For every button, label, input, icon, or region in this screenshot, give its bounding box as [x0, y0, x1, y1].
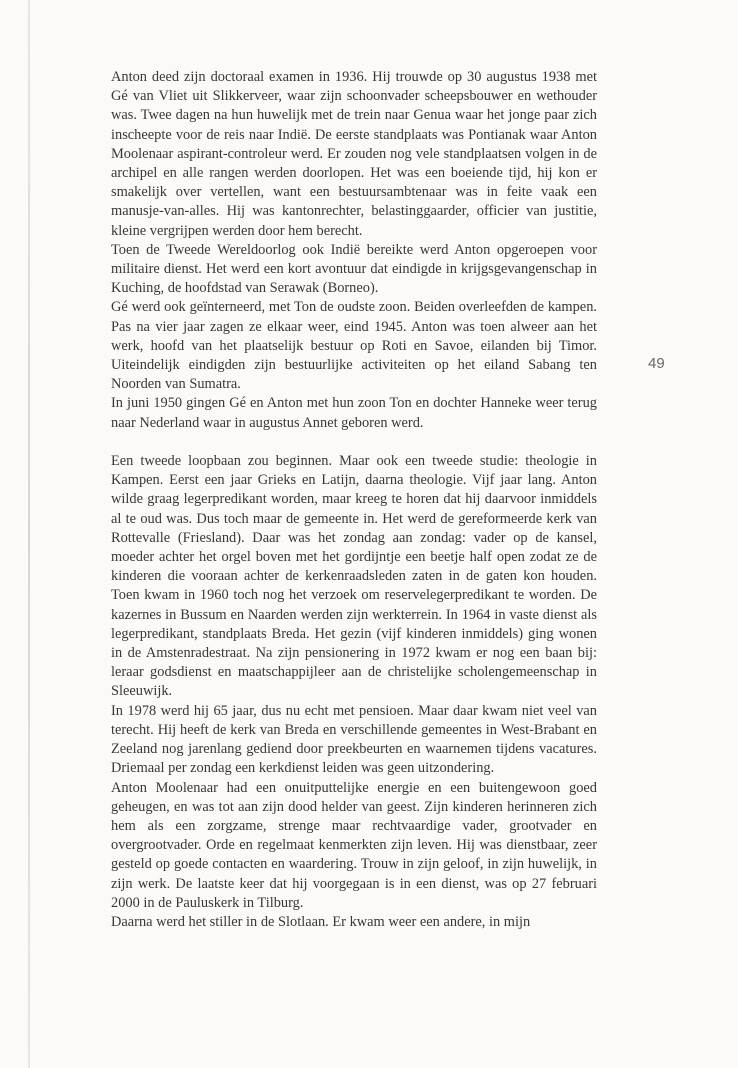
paragraph-2: Toen de Tweede Wereldoorlog ook Indië bereikte werd Anton opgeroepen voor militaire dienst. Het werd een kort avontuur dat eindigde in krijgsgevangenschap in Kuching, de hoofdstad van Serawak (Borneo). — [111, 241, 597, 297]
page-number: 49 — [648, 355, 665, 372]
paragraph-6: In 1978 werd hij 65 jaar, dus nu echt met pensioen. Maar daar kwam niet veel van terecht. Hij heeft de kerk van Breda en verschillende gemeentes in West-Brabant en Zeeland nog jarenlang gediend door preekbeurten en waarnemen tijdens vacatures. Driemaal per zondag een kerkdienst leiden was geen uitzondering. — [111, 702, 597, 777]
book-spine-shadow — [28, 0, 30, 1068]
paragraph-3: Gé werd ook geïnterneerd, met Ton de oudste zoon. Beiden overleefden de kampen. Pas na vier jaar zagen ze elkaar weer, eind 1945. Anton was toen alweer aan het werk, hoofd van het plaatselijk bestuur op Roti en Savoe, eilanden bij Timor. Uiteindelijk eindigden zijn bestuurlijke activiteiten op het eiland Sabang ten Noorden van Sumatra. — [111, 299, 597, 393]
paragraph-8: Daarna werd het stiller in de Slotlaan. Er kwam weer een andere, in mijn — [111, 913, 531, 930]
paragraph-7: Anton Moolenaar had een onuitputtelijke energie en een buitengewoon goed geheugen, en was tot aan zijn dood helder van geest. Zijn kinderen herinneren zich hem als een zorgzame, strenge maar rechtvaardige vader, grootvader en overgrootvader. Orde en regelmaat kenmerkten zijn leven. Hij was dienstbaar, zeer gesteld op goede contacten en waardering. Trouw in zijn geloof, in zijn huwelijk, in zijn werk. De laatste keer dat hij voorgegaan is in een dienst, was op 27 februari 2000 in de Pauluskerk in Tilburg. — [111, 779, 597, 911]
paragraph-5: Een tweede loopbaan zou beginnen. Maar ook een tweede studie: theologie in Kampen. Eerst een jaar Grieks en Latijn, daarna theologie. Vijf jaar lang. Anton wilde graag legerpredikant worden, maar kreeg te horen dat hij daarvoor inmiddels al te oud was. Dus toch maar de gemeente in. Het werd de gereformeerde kerk van Rottevalle (Friesland). Daar was het zondag aan zondag: vader op de kansel, moeder achter het orgel boven met het gordijntje een beetje half open zodat ze de kinderen die vooraan achter de kerkenraadsleden zaten in de gaten kon houden. Toen kwam in 1960 toch nog het verzoek om reservelegerpredikant te worden. De kazernes in Bussum en Naarden werden zijn werkterrein. In 1964 in vaste dienst als legerpredikant, standplaats Breda. Het gezin (vijf kinderen inmiddels) ging wonen in de Amstenradestraat. Na zijn pensionering in 1972 kwam er nog een baan bij: leraar godsdienst en maatschappijleer aan de christelijke scholengemeenschap in Sleeuwijk. — [111, 453, 597, 700]
paragraph-1: Anton deed zijn doctoraal examen in 1936. Hij trouwde op 30 augustus 1938 met Gé van Vliet uit Slikkerveer, waar zijn schoonvader scheepsbouwer en wethouder was. Twee dagen na hun huwelijk met de trein naar Genua waar het jonge paar zich inscheepte voor de reis naar Indië. De eerste standplaats was Pontianak waar Anton Moolenaar aspirant-controleur werd. Er zouden nog vele standplaatsen volgen in de archipel en alle rangen werden doorlopen. Het was een boeiende tijd, hij kon er smakelijk over vertellen, want een bestuursambtenaar was in feite vaak een manusje-van-alles. Hij was kantonrechter, belastinggaarder, officier van justitie, kleine vergrijpen werden door hem berecht. — [111, 69, 597, 239]
paragraph-4: In juni 1950 gingen Gé en Anton met hun zoon Ton en dochter Hanneke weer terug naar Nederland waar in augustus Annet geboren werd. — [111, 395, 597, 431]
body-text — [111, 68, 597, 932]
